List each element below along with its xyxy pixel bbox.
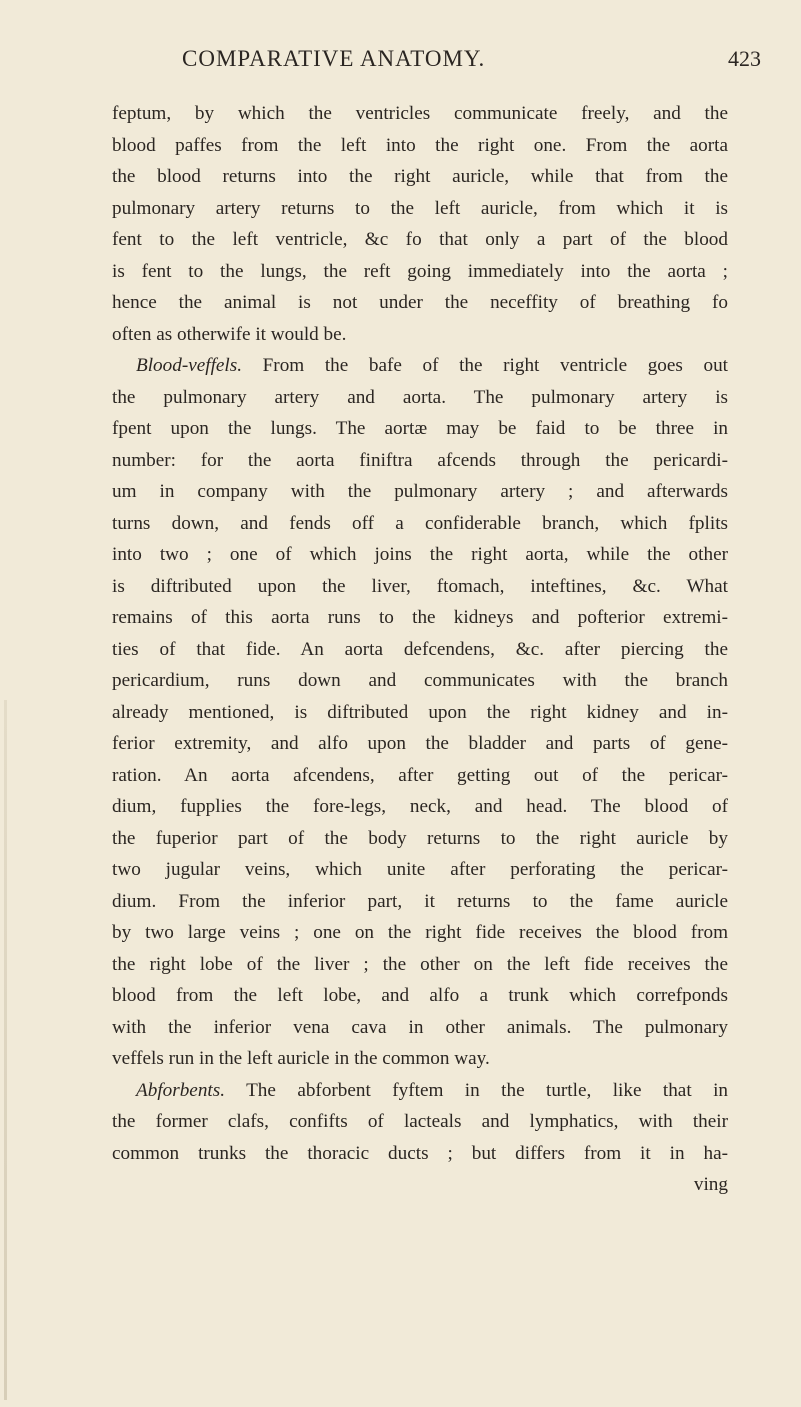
line-text: the blood returns into the right auricle, while that from the <box>112 166 728 187</box>
text-line <box>112 886 728 918</box>
section-heading: Blood-veffels. <box>136 355 243 376</box>
line-text: is fent to the lungs, the reft going immediately into the aorta ; <box>112 260 728 282</box>
text-line <box>112 634 728 666</box>
line-text: the fuperior part of the body returns to the right auricle by <box>112 827 728 849</box>
line-text: turns down, and fends off a confiderable branch, which fplits <box>112 512 728 534</box>
text-line <box>112 193 728 225</box>
line-text: often as otherwife it would be. <box>112 323 347 345</box>
text-line <box>112 949 728 981</box>
text-line <box>112 697 728 729</box>
line-text: the right lobe of the liver ; the other on the left fide receives the <box>112 953 728 975</box>
line-text: dium. From the inferior part, it returns to the fame auricle <box>112 890 728 912</box>
line-text: with the inferior vena cava in other animals. The pulmonary <box>112 1016 728 1038</box>
line-text: pericardium, runs down and communicates with the branch <box>112 670 728 691</box>
text-line <box>112 665 728 697</box>
line-text: number: for the aorta finiftra afcends through the pericardi- <box>112 449 728 471</box>
line-text: pulmonary artery returns to the left auricle, from which it is <box>112 197 728 219</box>
line-text: hence the animal is not under the neceffity of breathing fo <box>112 292 728 313</box>
text-line <box>112 854 728 886</box>
text-line <box>112 602 728 634</box>
text-line <box>112 224 728 256</box>
text-line <box>112 319 728 351</box>
text-line <box>112 287 728 319</box>
text-line <box>112 823 728 855</box>
text-line <box>112 728 728 760</box>
line-text: veffels run in the left auricle in the common way. <box>112 1048 490 1069</box>
text-line <box>112 1075 728 1107</box>
line-text: The abforbent fyftem in the turtle, like that in <box>225 1079 728 1101</box>
line-text: already mentioned, is diftributed upon the right kidney and in- <box>112 701 728 723</box>
text-line <box>112 760 728 792</box>
text-line <box>112 382 728 414</box>
page-fold-shadow <box>4 700 7 1400</box>
text-line <box>112 130 728 162</box>
line-text: blood from the left lobe, and alfo a trunk which correfponds <box>112 985 728 1006</box>
text-line <box>112 161 728 193</box>
line-text: ferior extremity, and alfo upon the bladder and parts of gene- <box>112 733 728 754</box>
line-text: ties of that fide. An aorta defcendens, &c. after piercing the <box>112 638 728 660</box>
text-line <box>112 1138 728 1170</box>
catchword-line <box>112 1169 728 1201</box>
line-text: by two large veins ; one on the right fide receives the blood from <box>112 922 728 943</box>
body-text <box>112 98 728 1201</box>
line-text: two jugular veins, which unite after perforating the pericar- <box>112 859 728 880</box>
text-line <box>112 917 728 949</box>
line-text: the former clafs, confifts of lacteals and lymphatics, with their <box>112 1111 728 1132</box>
text-line <box>112 256 728 288</box>
text-line <box>112 413 728 445</box>
line-text: um in company with the pulmonary artery ; and afterwards <box>112 481 728 502</box>
line-text: blood paffes from the left into the right one. From the aorta <box>112 134 728 156</box>
line-text: From the bafe of the right ventricle goes out <box>242 355 728 376</box>
line-text: fent to the left ventricle, &c fo that only a part of the blood <box>112 229 728 250</box>
text-line <box>112 98 728 130</box>
text-line <box>112 445 728 477</box>
text-line <box>112 476 728 508</box>
line-text: ration. An aorta afcendens, after getting out of the pericar- <box>112 764 728 786</box>
running-header <box>0 46 801 82</box>
text-line <box>112 791 728 823</box>
line-text: ving <box>693 1174 728 1195</box>
line-text: is diftributed upon the liver, ftomach, inteftines, &c. What <box>112 575 728 597</box>
section-heading: Abforbents. <box>136 1079 226 1101</box>
text-line <box>112 571 728 603</box>
text-line <box>112 1012 728 1044</box>
line-text: remains of this aorta runs to the kidneys and pofterior extremi- <box>112 607 728 628</box>
text-line <box>112 539 728 571</box>
text-line <box>112 508 728 540</box>
line-text: the pulmonary artery and aorta. The pulmonary artery is <box>112 386 728 408</box>
line-text: common trunks the thoracic ducts ; but differs from it in ha- <box>112 1142 728 1164</box>
text-line <box>112 980 728 1012</box>
line-text: fpent upon the lungs. The aortæ may be faid to be three in <box>112 418 728 439</box>
line-text: dium, fupplies the fore-legs, neck, and head. The blood of <box>112 796 728 817</box>
text-line <box>112 1106 728 1138</box>
text-line <box>112 350 728 382</box>
page-number: 423 <box>728 46 761 71</box>
line-text: feptum, by which the ventricles communicate freely, and the <box>112 103 728 124</box>
line-text: into two ; one of which joins the right aorta, while the other <box>112 544 728 565</box>
text-line <box>112 1043 728 1075</box>
running-title: COMPARATIVE ANATOMY. <box>182 46 486 71</box>
